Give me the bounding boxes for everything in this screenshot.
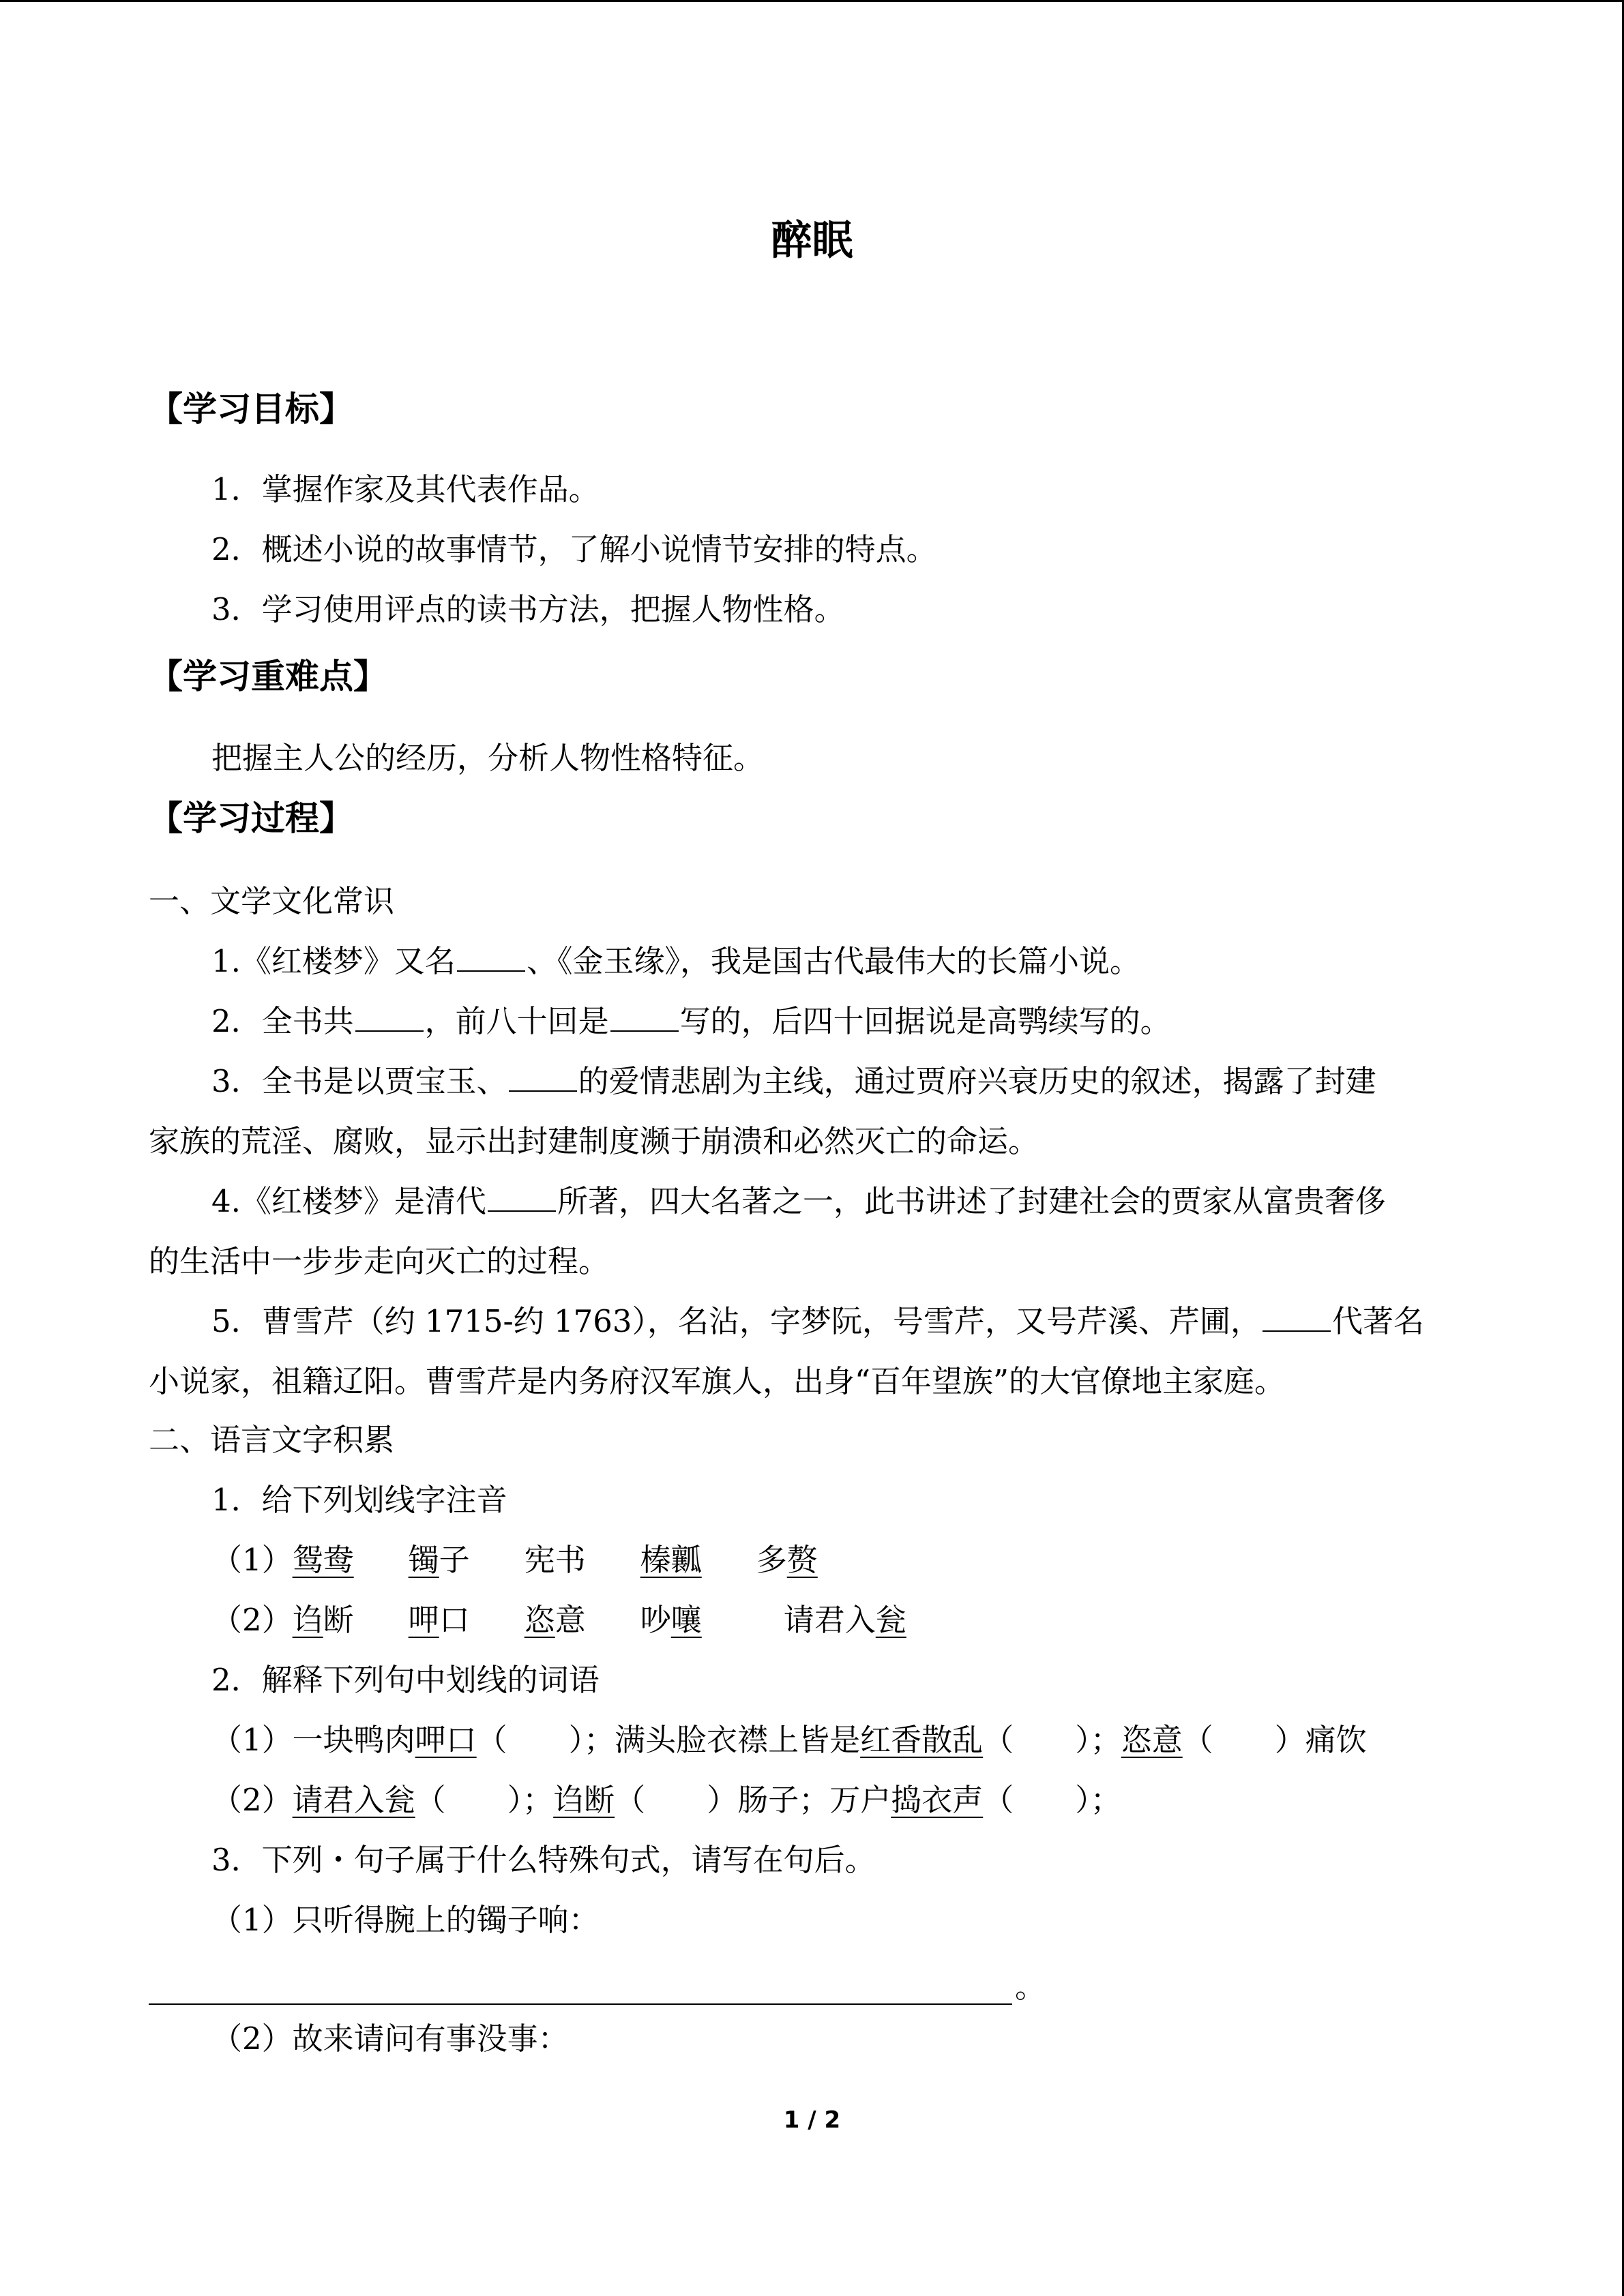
part1-question-5-cont: 小说家，祖籍辽阳。曹雪芹是内务府汉军旗人，出身“百年望族”的大官僚地主家庭。 (149, 1363, 1286, 1399)
part1-heading: 一、文学文化常识 (149, 883, 395, 919)
goal-item-2: 2．概述小说的故事情节，了解小说情节安排的特点。 (211, 531, 937, 567)
learning-goals-heading: 【学习目标】 (149, 389, 353, 429)
fill-blank[interactable] (355, 1000, 424, 1032)
pinyin-row-2: （2）诌断 呷口 恣意 吵嚷 请君入瓮 (211, 1602, 906, 1638)
goal-item-1: 1．掌握作家及其代表作品。 (211, 471, 600, 507)
part2-question-3-title: 3．下列・句子属于什么特殊句式，请写在句后。 (211, 1842, 876, 1878)
part1-question-3: 3．全书是以贾宝玉、 的爱情悲剧为主线，通过贾府兴衰历史的叙述，揭露了封建 (211, 1058, 1376, 1105)
fill-blank[interactable] (1263, 1300, 1331, 1332)
document-title: 醉眠 (771, 217, 853, 265)
part2-heading: 二、语言文字积累 (149, 1422, 395, 1458)
part1-question-4-cont: 的生活中一步步走向灭亡的过程。 (149, 1243, 610, 1279)
learning-process-heading: 【学习过程】 (149, 799, 353, 838)
part1-question-4: 4.《红楼梦》是清代 所著，四大名著之一，此书讲述了封建社会的贾家从富贵奢侈 (211, 1178, 1386, 1225)
part1-question-2: 2．全书共 ，前八十回是 写的，后四十回据说是高鹗续写的。 (211, 998, 1171, 1045)
key-points-heading: 【学习重难点】 (149, 657, 387, 696)
part2-question-2-title: 2．解释下列句中划线的词语 (211, 1662, 600, 1698)
answer-line-period: 。 (1015, 1969, 1046, 2005)
sentence-item-1: （1）只听得腕上的镯子响： (211, 1902, 600, 1938)
fill-blank[interactable] (509, 1060, 577, 1092)
explain-row-2: （2）请君入瓮（ ）；诌断（ ）肠子；万户捣衣声（ ）； (211, 1782, 1121, 1818)
key-points-text: 把握主人公的经历，分析人物性格特征。 (211, 740, 765, 776)
fill-blank[interactable] (610, 1000, 679, 1032)
answer-line[interactable] (149, 2003, 1012, 2005)
fill-blank[interactable] (488, 1180, 556, 1212)
explain-row-1: （1）一块鸭肉呷口（ ）；满头脸衣襟上皆是红香散乱（ ）；恣意（ ）痛饮 (211, 1722, 1367, 1758)
part2-question-1-title: 1．给下列划线字注音 (211, 1482, 507, 1518)
pinyin-row-1: （1）鸳鸯 镯子 宪书 榛瓤 多赘 (211, 1542, 818, 1578)
part1-question-3-cont: 家族的荒淫、腐败，显示出封建制度濒于崩溃和必然灭亡的命运。 (149, 1123, 1039, 1159)
sentence-item-2: （2）故来请问有事没事： (211, 2021, 569, 2057)
page-border-top (0, 0, 1624, 2)
fill-blank[interactable] (457, 940, 525, 972)
page-number: 1 / 2 (783, 2106, 841, 2134)
goal-item-3: 3．学习使用评点的读书方法，把握人物性格。 (211, 591, 845, 627)
part1-question-1: 1.《红楼梦》又名 、《金玉缘》，我是国古代最伟大的长篇小说。 (211, 938, 1140, 985)
part1-question-5: 5．曹雪芹（约 1715-约 1763），名沾，字梦阮，号雪芹，又号芹溪、芹圃， 代著名 (211, 1298, 1424, 1345)
